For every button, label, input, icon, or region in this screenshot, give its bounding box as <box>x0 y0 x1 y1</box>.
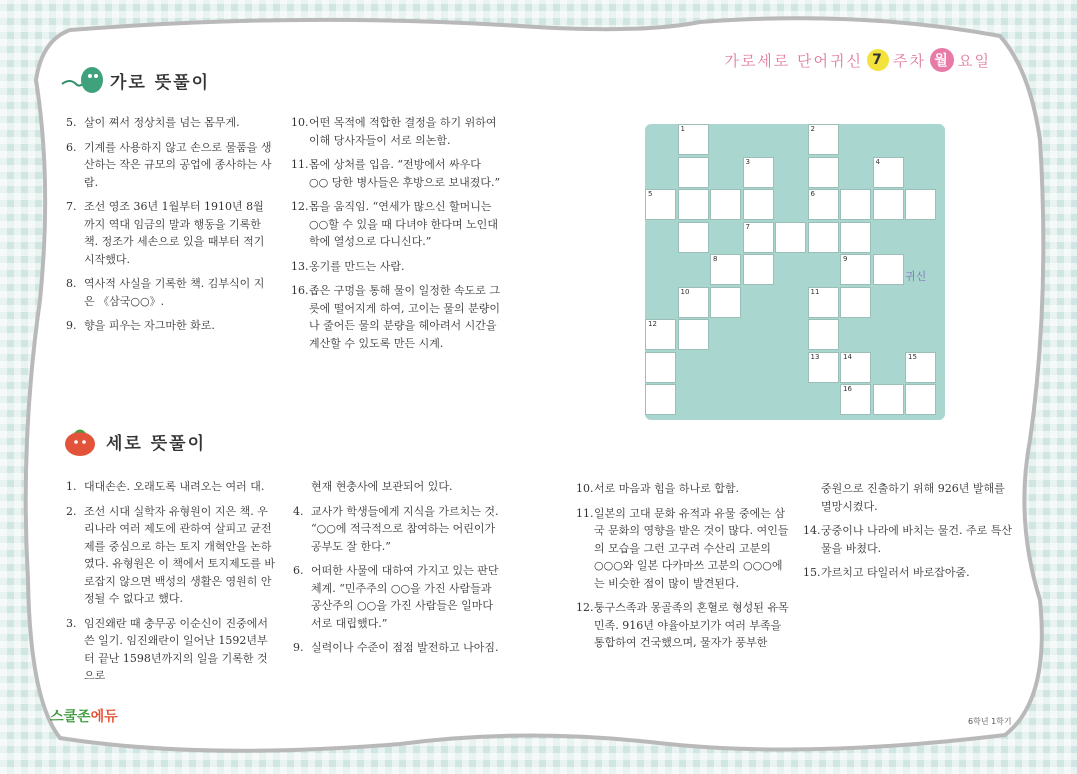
crossword-cell[interactable] <box>808 287 839 318</box>
clue-item <box>66 275 274 310</box>
clue-text: 기계를 사용하지 않고 손으로 물품을 생산하는 작은 규모의 공업에 종사하는 사람. <box>84 140 272 189</box>
crossword-cell[interactable] <box>678 222 709 253</box>
crossword-cell[interactable] <box>678 287 709 318</box>
cell-number: 4 <box>875 157 880 166</box>
clue-number: 12. <box>291 200 309 213</box>
down-clues-col1 <box>66 478 278 692</box>
week-suffix: 주차 <box>893 51 927 70</box>
across-title: 가로 뜻풀이 <box>110 72 211 93</box>
day-label: 요일 <box>958 51 991 70</box>
clue-item <box>293 562 505 632</box>
clue-number: 10. <box>291 116 309 129</box>
cell-number: 7 <box>745 222 750 231</box>
crossword-cell[interactable] <box>840 384 871 415</box>
crossword-cell[interactable] <box>808 352 839 383</box>
across-clues-left <box>66 114 274 342</box>
crossword-cell[interactable] <box>873 384 904 415</box>
grade-footer: 6학년 1학기 <box>968 717 1012 726</box>
month-badge: 월 <box>930 48 954 72</box>
clue-item <box>66 198 274 268</box>
clue-text: 좁은 구멍을 통해 물이 일정한 속도로 그릇에 떨어지게 하여, 고이는 물의 분량이나 줄어든 물의 분량을 헤아려서 시간을 계산할 수 있도록 만든 시계. <box>309 284 500 350</box>
clue-number: 9. <box>293 641 304 654</box>
clue-number: 1. <box>66 480 77 493</box>
crossword-cell[interactable] <box>873 157 904 188</box>
crossword-cell[interactable] <box>743 254 774 285</box>
cell-number: 16 <box>843 385 852 393</box>
clue-number: 12. <box>576 601 594 614</box>
clue-item <box>291 282 503 352</box>
logo-main: 스쿨존 <box>50 709 91 725</box>
clue-number <box>293 478 311 496</box>
page-header <box>724 48 991 72</box>
clue-item <box>66 478 278 496</box>
crossword-cell[interactable] <box>678 319 709 350</box>
clue-text: 옹기를 만드는 사람. <box>309 259 405 273</box>
clue-text: 일본의 고대 문화 유적과 유물 중에는 삼국 문화의 영향을 받은 것이 많다. 여인들의 모습을 그런 고구려 수산리 고분의 ○○○와 일본 다카마쓰 고분의 ○○○에는 비슷한 점이 많이 발견된다. <box>594 506 789 590</box>
crossword-cell[interactable] <box>808 319 839 350</box>
crossword-cell[interactable] <box>743 189 774 220</box>
clue-number: 11. <box>291 158 309 171</box>
crossword-cell[interactable] <box>645 319 676 350</box>
crossword-cell[interactable] <box>873 189 904 220</box>
clue-item <box>576 505 790 593</box>
clue-number: 9. <box>66 319 77 332</box>
crossword-cell[interactable] <box>840 287 871 318</box>
crossword-cell[interactable] <box>678 157 709 188</box>
clue-item <box>293 478 505 496</box>
crossword-cell[interactable] <box>710 189 741 220</box>
clue-item <box>803 480 1017 515</box>
cell-number: 8 <box>713 255 718 263</box>
clue-item <box>291 114 503 149</box>
clue-number: 5. <box>66 116 77 129</box>
down-clues-col4 <box>803 480 1017 589</box>
clue-number: 8. <box>66 277 77 290</box>
clue-text: 역사적 사실을 기록한 책. 김부식이 지은 《삼국○○》. <box>84 277 265 308</box>
clue-text: 몸에 상처를 입음. “전방에서 싸우다 ○○ 당한 병사들은 후방으로 보내졌다.” <box>309 158 501 189</box>
clue-item <box>66 503 278 608</box>
clue-text: 서로 마음과 힘을 하나로 합함. <box>594 482 739 495</box>
clue-text: 조선 시대 실학자 유형원이 지은 책. 우리나라 여러 제도에 관하여 살피고 균전제를 중심으로 하는 토지 개혁안을 논하였다. 유형원은 이 책에서 토지제도를 바로잡지 않으면 백성의 생활은 영원히 안정될 수 없다고 했다. <box>84 504 275 605</box>
cell-number: 10 <box>680 287 690 296</box>
clue-item <box>803 522 1017 557</box>
crossword-cell[interactable] <box>905 352 936 383</box>
clue-text: 살이 쪄서 정상치를 넘는 몸무게. <box>84 116 240 129</box>
cell-number: 9 <box>843 255 848 263</box>
clue-text: 교사가 학생들에게 지식을 가르치는 것. “○○에 적극적으로 참여하는 어린이가 공부도 잘 한다.” <box>311 504 499 553</box>
side-label: 귀신 <box>905 270 927 283</box>
cell-number: 13 <box>810 352 820 361</box>
cell-number: 14 <box>843 352 852 361</box>
cell-number: 15 <box>908 352 917 361</box>
crossword-cell[interactable] <box>710 254 741 285</box>
clue-text: 현재 현충사에 보관되어 있다. <box>311 480 453 493</box>
crossword-cell[interactable] <box>808 124 839 155</box>
crossword-cell[interactable] <box>808 189 839 220</box>
down-heading <box>60 424 206 458</box>
clue-text: 임진왜란 때 충무공 이순신이 진중에서 쓴 일기. 임진왜란이 일어난 1592년부터 끝난 1598년까지의 일을 기록한 것으로 <box>84 616 269 682</box>
clue-text: 퉁구스족과 몽골족의 혼혈로 형성된 유목민족. 916년 야율아보기가 여러 부족을 통합하여 건국했으며, 물자가 풍부한 <box>594 601 789 649</box>
crossword-cell[interactable] <box>840 352 871 383</box>
cell-number: 3 <box>745 157 750 166</box>
clue-item <box>66 114 274 132</box>
clue-number: 6. <box>293 564 304 577</box>
crossword-cell[interactable] <box>645 384 676 415</box>
clue-item <box>291 156 503 191</box>
clue-item <box>291 198 503 251</box>
tadpole-icon <box>60 64 104 96</box>
cell-number: 12 <box>648 320 657 328</box>
clue-text: 어떤 목적에 적합한 결정을 하기 위하여 이해 당사자들이 서로 의논함. <box>309 116 497 147</box>
crossword-cell[interactable] <box>873 254 904 285</box>
crossword-cell[interactable] <box>905 384 936 415</box>
header-title: 가로세로 단어귀신 <box>724 51 864 70</box>
clue-number: 11. <box>576 506 594 520</box>
clue-number <box>803 480 821 515</box>
cell-number: 11 <box>810 287 820 296</box>
clue-item <box>66 317 274 335</box>
clue-number: 16. <box>291 284 309 297</box>
clue-number: 2. <box>66 504 77 518</box>
clue-text: 가르치고 타일러서 바로잡아줌. <box>821 566 970 579</box>
clue-number: 13. <box>291 259 309 273</box>
down-clues-col2 <box>293 478 505 664</box>
down-clues-col3 <box>576 480 790 659</box>
crossword-cell[interactable] <box>645 189 676 220</box>
clue-number: 6. <box>66 140 77 154</box>
crossword-cell[interactable] <box>840 254 871 285</box>
logo-accent: 에듀 <box>90 709 118 725</box>
cell-number: 1 <box>680 125 685 133</box>
across-heading <box>60 64 210 96</box>
clue-text: 향을 피우는 자그마한 화로. <box>84 319 215 332</box>
clue-item <box>66 615 278 685</box>
clue-text: 어떠한 사물에 대하여 가지고 있는 판단 체계. “민주주의 ○○을 가진 사람들과 공산주의 ○○을 가진 사람들은 일마다 서로 대립했다.” <box>311 564 499 630</box>
clue-text: 조선 영조 36년 1월부터 1910년 8월까지 역대 임금의 말과 행동을 기록한 책. 정조가 세손으로 있을 때부터 적기 시작했다. <box>84 200 265 266</box>
clue-number: 4. <box>293 504 304 518</box>
clue-item <box>576 480 790 498</box>
crossword-cell[interactable] <box>743 157 774 188</box>
clue-number: 3. <box>66 616 77 630</box>
crossword-cell[interactable] <box>743 222 774 253</box>
clue-item <box>293 503 505 556</box>
clue-text: 궁중이나 나라에 바치는 물건. 주로 특산물을 바쳤다. <box>821 524 1012 555</box>
crossword-cell[interactable] <box>840 222 871 253</box>
crossword-cell[interactable] <box>710 287 741 318</box>
clue-text: 중원으로 진출하기 위해 926년 발해를 멸망시켰다. <box>821 482 1005 513</box>
clue-text: 실력이나 수준이 점점 발전하고 나아짐. <box>311 641 499 654</box>
clue-number: 10. <box>576 482 594 495</box>
crossword-cell[interactable] <box>840 189 871 220</box>
tomato-icon <box>60 424 100 458</box>
publisher-logo <box>50 706 118 726</box>
crossword-cell[interactable] <box>645 352 676 383</box>
crossword-cell[interactable] <box>808 222 839 253</box>
clue-item <box>803 564 1017 582</box>
crossword-cell[interactable] <box>678 189 709 220</box>
crossword-cell[interactable] <box>905 189 936 220</box>
clue-number: 14. <box>803 524 821 537</box>
crossword-grid <box>645 124 945 420</box>
clue-number: 15. <box>803 566 821 579</box>
crossword-cell[interactable] <box>775 222 806 253</box>
crossword-cell[interactable] <box>678 124 709 155</box>
cell-number: 5 <box>648 190 653 198</box>
across-clues-right <box>291 114 503 359</box>
clue-number: 7. <box>66 200 77 213</box>
clue-item <box>66 139 274 192</box>
cell-number: 2 <box>810 125 815 133</box>
clue-item <box>576 599 790 652</box>
down-title: 세로 뜻풀이 <box>106 433 207 454</box>
clue-text: 몸을 움직임. “연세가 많으신 할머니는 ○○할 수 있을 때 다녀야 한다며 노인대학에 열성으로 다니신다.” <box>309 200 498 248</box>
crossword-cell[interactable] <box>808 157 839 188</box>
cell-number: 6 <box>810 190 815 198</box>
clue-text: 대대손손. 오래도록 내려오는 여러 대. <box>84 480 265 493</box>
week-number: 7 <box>867 49 889 71</box>
clue-item <box>293 639 505 657</box>
clue-item <box>291 258 503 276</box>
